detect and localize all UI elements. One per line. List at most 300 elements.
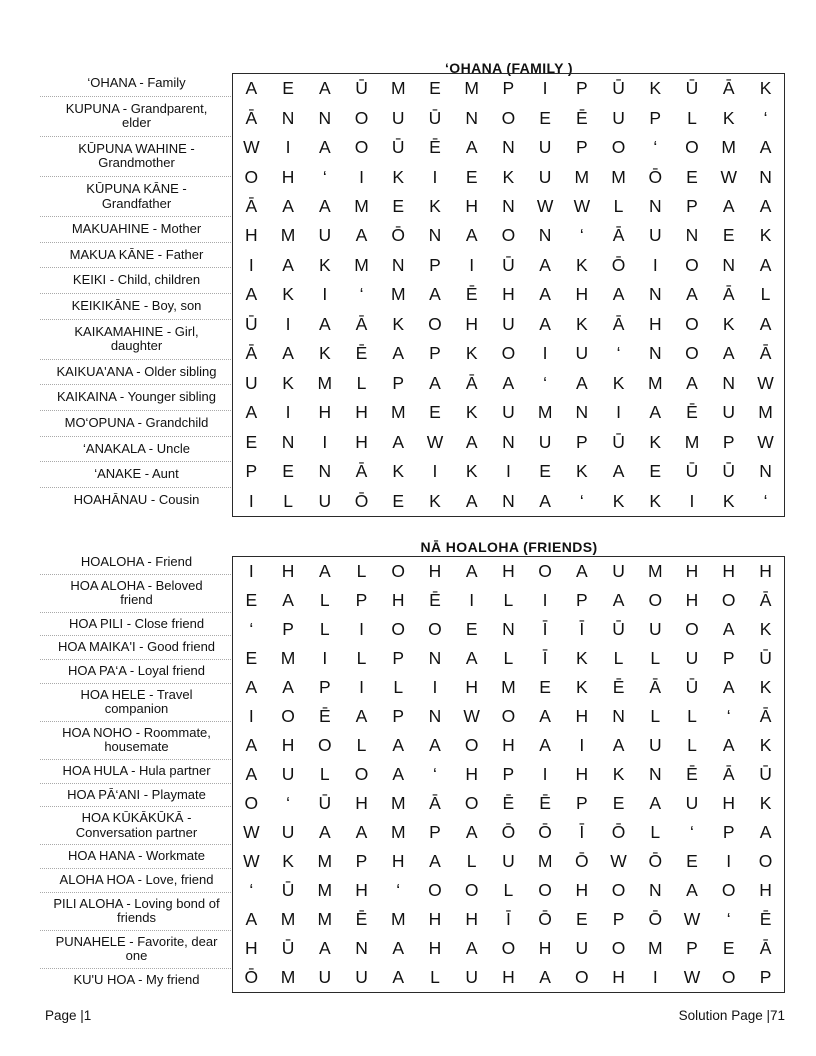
- grid-row: [233, 963, 784, 992]
- grid-cell: U: [502, 402, 515, 423]
- grid-cell: O: [354, 137, 369, 158]
- grid-cell: P: [686, 938, 698, 958]
- grid-cell: I: [542, 590, 548, 610]
- word-list-item: MAKUAHINE - Mother: [40, 217, 233, 243]
- grid-cell: ‘: [579, 225, 584, 246]
- grid-cell: Ā: [722, 284, 735, 305]
- grid-cell: A: [686, 880, 698, 900]
- grid-cell: N: [502, 490, 515, 511]
- grid-cell: I: [432, 166, 438, 187]
- grid-cell: Ū: [685, 677, 699, 697]
- grid-cell: P: [318, 677, 331, 697]
- grid-cell: A: [245, 677, 258, 697]
- grid-cell: Ū: [612, 78, 625, 99]
- grid-row: [233, 557, 784, 586]
- grid-cell: K: [465, 343, 478, 364]
- grid-cell: N: [281, 107, 295, 128]
- grid-cell: I: [359, 619, 364, 639]
- grid-row: [233, 251, 784, 280]
- grid-cell: A: [465, 225, 478, 246]
- grid-cell: W: [683, 967, 701, 987]
- grid-row: [233, 398, 784, 427]
- grid-cell: Ō: [611, 822, 626, 842]
- grid-row: [233, 103, 784, 132]
- grid-cell: A: [575, 372, 588, 393]
- grid-cell: E: [612, 793, 625, 813]
- grid-cell: L: [393, 677, 404, 697]
- grid-cell: W: [757, 431, 774, 452]
- grid-cell: N: [502, 196, 515, 217]
- grid-cell: P: [575, 793, 588, 813]
- grid-cell: A: [539, 254, 551, 275]
- grid-cell: A: [355, 225, 368, 246]
- grid-cell: O: [354, 107, 369, 128]
- grid-cell: A: [318, 822, 331, 842]
- grid-cell: P: [686, 196, 698, 217]
- grid-cell: U: [318, 967, 332, 987]
- grid-cell: P: [575, 590, 588, 610]
- grid-row: [233, 192, 784, 221]
- grid-cell: Ū: [428, 107, 442, 128]
- grid-cell: I: [542, 343, 548, 364]
- grid-cell: M: [280, 225, 296, 246]
- grid-cell: O: [428, 619, 442, 639]
- grid-cell: Ō: [244, 967, 259, 987]
- grid-cell: U: [575, 343, 589, 364]
- grid-cell: ‘: [616, 343, 621, 364]
- grid-cell: K: [429, 490, 441, 511]
- grid-cell: Ō: [538, 822, 552, 842]
- grid-row: [233, 74, 784, 103]
- grid-cell: Ā: [649, 677, 662, 697]
- grid-cell: P: [612, 909, 625, 929]
- grid-cell: A: [245, 402, 258, 423]
- grid-cell: N: [502, 619, 515, 639]
- grid-cell: L: [503, 648, 514, 668]
- grid-cell: K: [612, 372, 625, 393]
- grid-row: [233, 486, 784, 516]
- grid-cell: Ū: [759, 648, 772, 668]
- grid-cell: P: [575, 78, 588, 99]
- grid-cell: K: [429, 196, 441, 217]
- grid-cell: I: [322, 648, 328, 668]
- grid-cell: L: [319, 619, 330, 639]
- grid-cell: A: [686, 372, 698, 393]
- grid-cell: L: [687, 735, 697, 755]
- grid-cell: Ē: [575, 107, 588, 128]
- grid-cell: A: [539, 706, 551, 726]
- grid-cell: M: [317, 851, 333, 871]
- grid-cell: I: [689, 490, 695, 511]
- word-list-item: HOA HANA - Workmate: [40, 845, 233, 869]
- grid-cell: N: [648, 343, 662, 364]
- grid-cell: M: [280, 909, 296, 929]
- grid-cell: L: [503, 880, 514, 900]
- grid-cell: L: [356, 648, 367, 668]
- grid-cell: Ū: [685, 78, 699, 99]
- grid-cell: K: [575, 677, 588, 697]
- grid-cell: I: [726, 851, 732, 871]
- grid-cell: N: [465, 107, 478, 128]
- grid-cell: E: [539, 107, 551, 128]
- grid-cell: U: [355, 967, 368, 987]
- grid-cell: O: [538, 880, 552, 900]
- grid-cell: A: [465, 648, 478, 668]
- grid-cell: P: [429, 254, 441, 275]
- grid-cell: L: [760, 284, 771, 305]
- grid-cell: ‘: [322, 166, 327, 187]
- grid-cell: O: [758, 851, 773, 871]
- grid-cell: M: [390, 793, 406, 813]
- word-list-item: ‘ANAKALA - Uncle: [40, 437, 233, 463]
- grid-cell: O: [428, 313, 442, 334]
- grid-cell: N: [281, 431, 295, 452]
- grid-cell: Ē: [686, 764, 698, 784]
- grid-cell: P: [355, 590, 368, 610]
- grid-cell: H: [648, 313, 662, 334]
- grid-cell: O: [244, 166, 259, 187]
- grid-cell: Ā: [355, 313, 368, 334]
- grid-cell: K: [759, 225, 772, 246]
- grid-cell: O: [244, 793, 259, 813]
- grid-cell: W: [243, 137, 260, 158]
- grid-cell: ‘: [690, 822, 694, 842]
- grid-cell: K: [759, 677, 772, 697]
- grid-cell: A: [465, 137, 478, 158]
- grid-row: [233, 615, 784, 644]
- grid-cell: P: [392, 648, 405, 668]
- grid-cell: H: [759, 880, 772, 900]
- grid-row: [233, 133, 784, 162]
- grid-cell: M: [390, 78, 406, 99]
- grid-cell: Ū: [502, 254, 515, 275]
- grid-cell: W: [610, 851, 627, 871]
- grid-cell: E: [429, 402, 441, 423]
- grid-cell: K: [282, 372, 294, 393]
- grid-cell: N: [685, 225, 699, 246]
- grid-cell: I: [322, 431, 328, 452]
- grid-cell: H: [759, 561, 772, 581]
- grid-cell: O: [538, 561, 552, 581]
- grid-cell: ‘: [579, 490, 584, 511]
- grid-cell: W: [243, 822, 260, 842]
- grid-cell: Ū: [355, 78, 368, 99]
- word-list-item: KŪPUNA WAHINE - Grandmother: [40, 137, 233, 177]
- grid-cell: A: [429, 372, 441, 393]
- grid-cell: N: [538, 225, 552, 246]
- grid-cell: P: [575, 431, 588, 452]
- grid-cell: A: [465, 822, 478, 842]
- grid-cell: A: [539, 490, 551, 511]
- grid-cell: Ō: [391, 225, 406, 246]
- grid-cell: H: [685, 590, 699, 610]
- grid-row: [233, 457, 784, 486]
- grid-cell: E: [245, 648, 258, 668]
- grid-cell: A: [245, 735, 258, 755]
- grid-cell: W: [720, 166, 737, 187]
- grid-cell: N: [612, 706, 625, 726]
- grid-cell: M: [684, 431, 700, 452]
- grid-cell: A: [355, 706, 368, 726]
- grid-row: [233, 876, 784, 905]
- grid-cell: A: [722, 343, 735, 364]
- grid-cell: A: [392, 343, 405, 364]
- word-list-item: HOA HELE - Travel companion: [40, 684, 233, 722]
- word-search-grid: [232, 556, 785, 993]
- grid-cell: K: [575, 648, 588, 668]
- grid-cell: U: [722, 402, 736, 423]
- grid-cell: K: [392, 166, 405, 187]
- grid-cell: A: [759, 822, 772, 842]
- word-list-item: HOA NOHO - Roommate, housemate: [40, 722, 233, 760]
- word-list-item: KAIKAMAHINE - Girl, daughter: [40, 320, 233, 360]
- grid-cell: O: [354, 764, 369, 784]
- grid-cell: ‘: [249, 880, 254, 900]
- grid-cell: O: [648, 590, 663, 610]
- grid-cell: L: [356, 561, 367, 581]
- grid-cell: M: [647, 372, 663, 393]
- grid-cell: ‘: [726, 706, 731, 726]
- grid-cell: N: [318, 107, 332, 128]
- grid-cell: K: [722, 107, 735, 128]
- grid-cell: A: [759, 137, 772, 158]
- grid-cell: U: [465, 967, 478, 987]
- grid-cell: A: [759, 313, 772, 334]
- grid-cell: P: [392, 706, 405, 726]
- grid-cell: W: [426, 431, 444, 452]
- word-list-item: KEIKI - Child, children: [40, 268, 233, 294]
- grid-cell: A: [465, 561, 478, 581]
- grid-cell: Ā: [759, 938, 772, 958]
- grid-cell: U: [281, 822, 295, 842]
- grid-cell: H: [355, 431, 368, 452]
- grid-cell: O: [721, 967, 736, 987]
- grid-cell: K: [649, 490, 662, 511]
- grid-cell: K: [722, 313, 735, 334]
- word-list-item: MAKUA KĀNE - Father: [40, 243, 233, 269]
- grid-cell: ‘: [726, 909, 731, 929]
- grid-cell: I: [616, 402, 621, 423]
- grid-row: [233, 369, 784, 398]
- grid-cell: A: [318, 196, 331, 217]
- grid-cell: I: [248, 561, 254, 581]
- grid-cell: H: [722, 793, 736, 813]
- grid-cell: K: [575, 461, 588, 482]
- grid-cell: P: [429, 822, 441, 842]
- grid-cell: N: [648, 284, 662, 305]
- grid-cell: M: [390, 822, 406, 842]
- grid-cell: M: [280, 967, 296, 987]
- grid-cell: A: [649, 402, 662, 423]
- grid-cell: A: [686, 284, 698, 305]
- grid-cell: O: [611, 880, 626, 900]
- grid-cell: M: [280, 648, 296, 668]
- grid-cell: A: [539, 313, 551, 334]
- grid-cell: H: [281, 166, 295, 187]
- grid-cell: H: [355, 793, 368, 813]
- grid-cell: H: [502, 735, 515, 755]
- puzzle-title: NĀ HOALOHA (FRIENDS): [420, 539, 598, 556]
- word-list-item: HOA PILI - Close friend: [40, 613, 233, 637]
- grid-cell: A: [429, 735, 441, 755]
- grid-cell: A: [759, 254, 772, 275]
- grid-cell: Ē: [318, 706, 331, 726]
- grid-cell: L: [650, 648, 661, 668]
- grid-cell: N: [648, 196, 662, 217]
- grid-cell: Ā: [612, 225, 625, 246]
- grid-row: [233, 702, 784, 731]
- grid-cell: M: [537, 851, 553, 871]
- grid-cell: O: [501, 706, 516, 726]
- grid-cell: Ē: [355, 909, 368, 929]
- word-list-item: HOAHĀNAU - Cousin: [73, 491, 200, 507]
- grid-cell: M: [647, 938, 663, 958]
- grid-cell: ‘: [653, 137, 658, 158]
- grid-cell: O: [685, 343, 699, 364]
- grid-cell: K: [612, 490, 625, 511]
- grid-cell: K: [612, 764, 625, 784]
- grid-cell: H: [722, 561, 736, 581]
- grid-row: [233, 673, 784, 702]
- grid-cell: H: [502, 561, 515, 581]
- grid-cell: Ī: [579, 619, 585, 639]
- grid-cell: K: [282, 851, 294, 871]
- grid-cell: H: [502, 967, 515, 987]
- grid-cell: A: [612, 735, 625, 755]
- word-list-item: MO‘OPUNA - Grandchild: [40, 411, 233, 437]
- grid-cell: O: [685, 313, 699, 334]
- grid-cell: Ē: [355, 343, 368, 364]
- grid-cell: I: [248, 490, 254, 511]
- grid-cell: H: [465, 313, 478, 334]
- grid-cell: L: [283, 490, 293, 511]
- grid-cell: H: [575, 706, 589, 726]
- grid-cell: I: [505, 461, 511, 482]
- grid-cell: O: [464, 735, 479, 755]
- grid-cell: A: [392, 735, 405, 755]
- grid-cell: A: [282, 254, 294, 275]
- word-list-item: HOA ALOHA - Beloved friend: [40, 575, 233, 613]
- grid-cell: H: [281, 735, 295, 755]
- grid-cell: Ē: [429, 137, 441, 158]
- grid-cell: H: [465, 677, 478, 697]
- grid-cell: O: [501, 343, 516, 364]
- grid-cell: A: [649, 793, 662, 813]
- grid-cell: E: [722, 938, 735, 958]
- solution-page-ref: Solution Page |71: [678, 1008, 785, 1023]
- grid-cell: Ō: [575, 851, 589, 871]
- grid-cell: Ā: [759, 590, 772, 610]
- grid-cell: H: [281, 561, 295, 581]
- grid-cell: Ū: [281, 938, 295, 958]
- grid-cell: E: [686, 851, 698, 871]
- grid-cell: I: [652, 967, 658, 987]
- grid-cell: L: [613, 648, 624, 668]
- word-list-item: ALOHA HOA - Love, friend: [40, 869, 233, 893]
- grid-cell: A: [245, 764, 258, 784]
- grid-cell: E: [429, 78, 441, 99]
- grid-cell: A: [245, 78, 258, 99]
- grid-cell: I: [285, 402, 291, 423]
- grid-cell: M: [758, 402, 773, 423]
- grid-cell: A: [429, 851, 441, 871]
- word-list-item: KUPUNA - Grandparent, elder: [40, 97, 233, 137]
- grid-cell: O: [611, 938, 626, 958]
- grid-cell: Ā: [759, 706, 772, 726]
- grid-row: [233, 280, 784, 309]
- grid-cell: A: [759, 196, 772, 217]
- grid-cell: A: [282, 343, 294, 364]
- grid-cell: Ō: [501, 822, 516, 842]
- grid-cell: M: [317, 909, 333, 929]
- grid-cell: Ā: [245, 343, 258, 364]
- grid-cell: U: [575, 938, 589, 958]
- grid-cell: U: [502, 313, 515, 334]
- word-list-item: KU'U HOA - My friend: [73, 971, 200, 987]
- grid-cell: ‘: [286, 793, 291, 813]
- grid-cell: Ū: [612, 431, 625, 452]
- grid-cell: K: [465, 461, 478, 482]
- grid-cell: N: [759, 166, 772, 187]
- grid-cell: N: [428, 706, 442, 726]
- grid-cell: K: [722, 490, 735, 511]
- grid-cell: A: [612, 284, 625, 305]
- grid-cell: O: [281, 706, 295, 726]
- grid-cell: L: [613, 196, 624, 217]
- grid-cell: A: [502, 372, 515, 393]
- grid-cell: N: [722, 254, 736, 275]
- grid-cell: ‘: [249, 619, 254, 639]
- grid-cell: I: [579, 735, 585, 755]
- grid-cell: N: [648, 880, 662, 900]
- grid-cell: O: [428, 880, 442, 900]
- grid-cell: N: [318, 461, 332, 482]
- grid-cell: Ū: [281, 880, 295, 900]
- grid-cell: L: [319, 590, 330, 610]
- word-list: [40, 551, 233, 991]
- letter-grid-table: [233, 74, 784, 516]
- grid-cell: H: [465, 764, 478, 784]
- grid-cell: L: [356, 735, 367, 755]
- grid-cell: A: [722, 677, 735, 697]
- grid-cell: A: [318, 938, 331, 958]
- grid-cell: P: [429, 343, 441, 364]
- grid-cell: U: [648, 225, 662, 246]
- grid-cell: M: [317, 880, 333, 900]
- grid-row: [233, 339, 784, 368]
- grid-cell: A: [392, 431, 405, 452]
- word-list-item: PILI ALOHA - Loving bond of friends: [40, 893, 233, 931]
- word-list: [40, 71, 233, 512]
- grid-cell: I: [432, 677, 438, 697]
- word-list-item: PUNAHELE - Favorite, dear one: [40, 931, 233, 969]
- grid-cell: Ū: [759, 764, 772, 784]
- grid-cell: L: [650, 706, 661, 726]
- grid-cell: Ī: [505, 909, 511, 929]
- letter-grid-table: [233, 557, 784, 992]
- grid-cell: U: [318, 490, 332, 511]
- grid-cell: K: [282, 284, 294, 305]
- grid-cell: Ā: [245, 196, 258, 217]
- grid-cell: O: [501, 107, 516, 128]
- grid-cell: ‘: [763, 490, 768, 511]
- grid-cell: O: [317, 735, 332, 755]
- grid-cell: M: [354, 254, 369, 275]
- grid-cell: W: [243, 851, 260, 871]
- grid-cell: A: [282, 196, 294, 217]
- grid-row: [233, 847, 784, 876]
- grid-cell: H: [355, 880, 368, 900]
